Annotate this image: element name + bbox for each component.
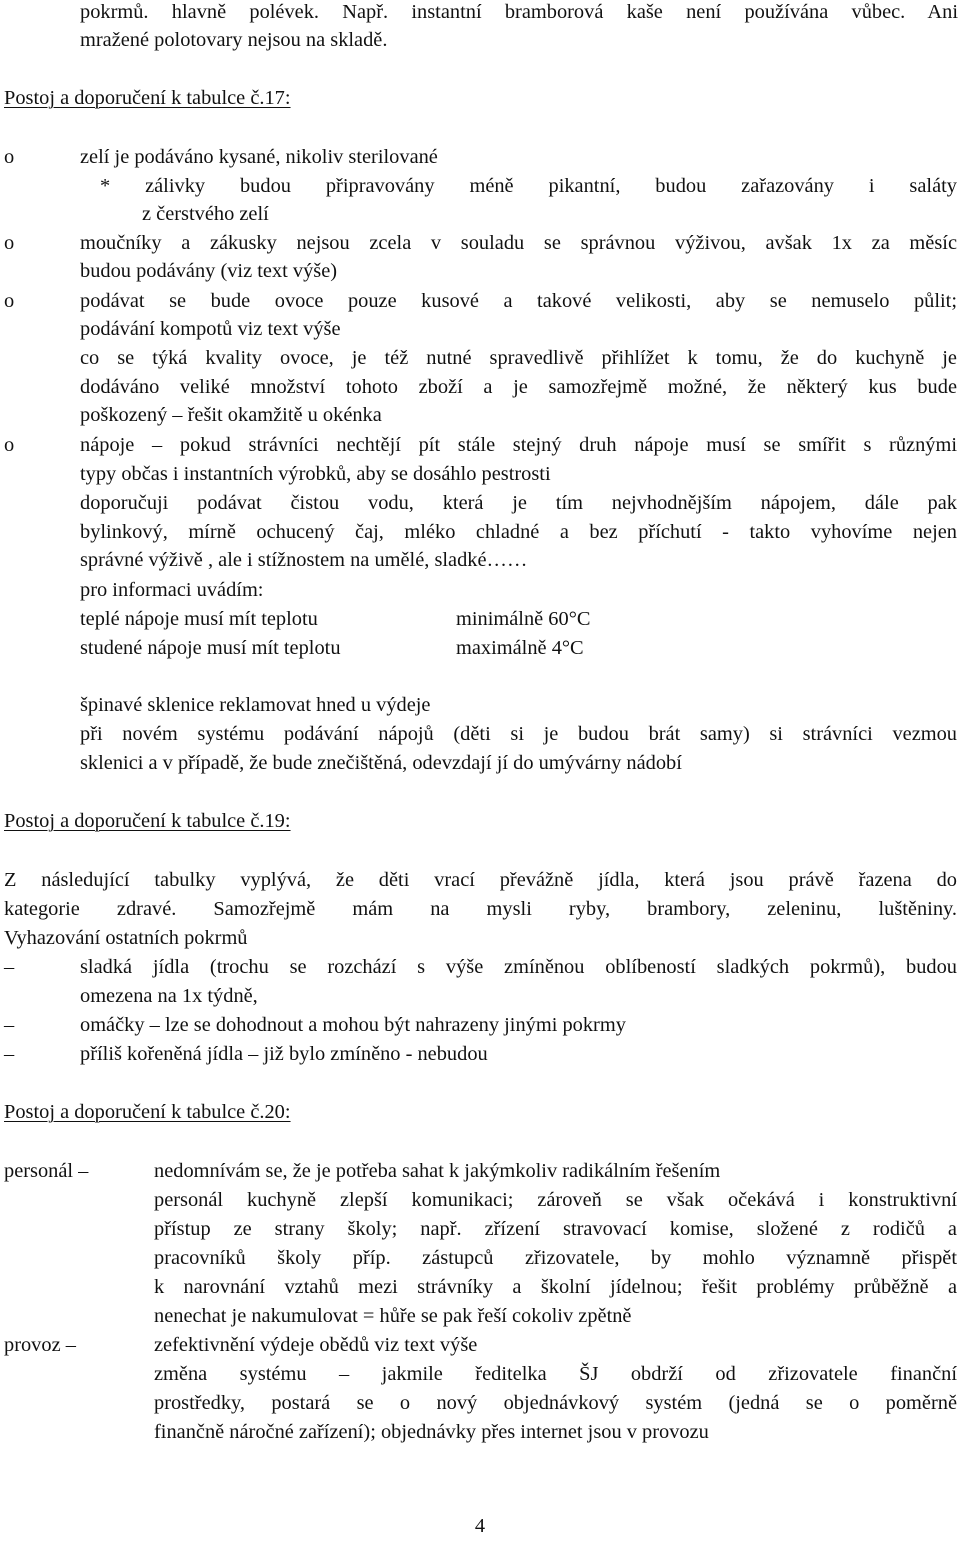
section-heading-20: Postoj a doporučení k tabulce č.20:: [4, 1101, 291, 1123]
bullet-item-text: správné výživě , ale i stížnostem na umělé, sladké……: [80, 549, 528, 571]
temperature-value-cold: maximálně 4°C: [456, 637, 584, 659]
bullet-item-text: dodáváno veliké množství tohoto zboží a je samozřejmě možné, že některý kus bude: [80, 376, 957, 398]
bullet-item-text: poškozený – řešit okamžitě u okénka: [80, 404, 382, 426]
paragraph-line: Z následující tabulky vyplývá, že děti vrací převážně jídla, která jsou právě řazena do: [4, 869, 957, 891]
temperature-label-warm: teplé nápoje musí mít teplotu: [80, 608, 318, 630]
personal-text: nedomnívám se, že je potřeba sahat k jakýmkoliv radikálním řešením: [154, 1160, 721, 1182]
bullet-item-text: sklenici a v případě, že bude znečištěná, odevzdají jí do umývárny nádobí: [80, 752, 682, 774]
bullet-item-text: moučníky a zákusky nejsou zcela v souladu se správnou výživou, avšak 1x za měsíc: [80, 232, 957, 254]
bullet-item-text: co se týká kvality ovoce, je též nutné spravedlivě přihlížet k tomu, že do kuchyně je: [80, 347, 957, 369]
bullet-item-text: typy občas i instantních výrobků, aby se dosáhlo pestrosti: [80, 463, 551, 485]
temperature-value-warm: minimálně 60°C: [456, 608, 591, 630]
dash-item-text: omezena na 1x týdně,: [80, 985, 258, 1007]
text-line: pokrmů. hlavně polévek. Např. instantní bramborová kaše není používána vůbec. Ani: [80, 1, 958, 23]
bullet-item-text: budou podávány (viz text výše): [80, 260, 338, 282]
section-heading-19: Postoj a doporučení k tabulce č.19:: [4, 810, 291, 832]
bullet-item-text: doporučuji podávat čistou vodu, která je tím nejvhodnějším nápojem, dále pak: [80, 492, 957, 514]
personal-text: přístup ze strany školy; např. zřízení stravovací komise, složené z rodičů a: [154, 1218, 957, 1240]
paragraph-line: Vyhazování ostatních pokrmů: [4, 927, 248, 949]
provoz-text: finančně náročné zařízení); objednávky přes internet jsou v provozu: [154, 1421, 709, 1443]
page-number: 4: [474, 1515, 486, 1537]
bullet-item-text: zelí je podáváno kysané, nikoliv sterilované: [80, 146, 438, 168]
bullet-item-text: pro informaci uvádím:: [80, 579, 264, 601]
bullet-item-text: nápoje – pokud strávníci nechtějí pít stále stejný druh nápoje musí se smířit s různými: [80, 434, 957, 456]
bullet-item-text: podávání kompotů viz text výše: [80, 318, 341, 340]
bullet-item-text: při novém systému podávání nápojů (děti si je budou brát samy) si strávníci vezmou: [80, 723, 957, 745]
dash-marker: –: [4, 956, 15, 978]
provoz-text: změna systému – jakmile ředitelka ŠJ obdrží od zřizovatele finanční: [154, 1363, 957, 1385]
text-line: mražené polotovary nejsou na skladě.: [80, 29, 388, 51]
provoz-text: zefektivnění výdeje obědů viz text výše: [154, 1334, 478, 1356]
bullet-item-text: bylinkový, mírně ochucený čaj, mléko chladné a bez příchutí - takto vyhovíme nejen: [80, 521, 957, 543]
sub-item-text: * zálivky budou připravovány méně pikantní, budou zařazovány i saláty: [100, 175, 957, 197]
personal-text: k narovnání vztahů mezi strávníky a školní jídelnou; řešit problémy průběžně a: [154, 1276, 957, 1298]
personal-text: nenechat je nakumulovat = hůře se pak řeší cokoliv zpětně: [154, 1305, 632, 1327]
dash-item-text: příliš kořeněná jídla – již bylo zmíněno - nebudou: [80, 1043, 488, 1065]
bullet-marker: o: [4, 290, 15, 312]
personal-text: personál kuchyně zlepší komunikaci; zároveň se však očekává i konstruktivní: [154, 1189, 957, 1211]
personal-text: pracovníků školy příp. zástupců zřizovatele, by mohlo významně přispět: [154, 1247, 957, 1269]
dash-item-text: omáčky – lze se dohodnout a mohou být nahrazeny jinými pokrmy: [80, 1014, 626, 1036]
bullet-marker: o: [4, 232, 15, 254]
dash-marker: –: [4, 1043, 15, 1065]
paragraph-line: kategorie zdravé. Samozřejmě mám na mysli ryby, brambory, zeleninu, luštěniny.: [4, 898, 957, 920]
sub-item-text: z čerstvého zelí: [142, 203, 269, 225]
dash-marker: –: [4, 1014, 15, 1036]
provoz-label: provoz –: [4, 1334, 76, 1356]
personal-label: personál –: [4, 1160, 89, 1182]
bullet-item-text: podávat se bude ovoce pouze kusové a takové velikosti, aby se nemuselo půlit;: [80, 290, 957, 312]
bullet-item-text: špinavé sklenice reklamovat hned u výdeje: [80, 694, 431, 716]
bullet-marker: o: [4, 146, 15, 168]
dash-item-text: sladká jídla (trochu se rozchází s výše zmíněnou oblíbeností sladkých pokrmů), budou: [80, 956, 957, 978]
bullet-marker: o: [4, 434, 15, 456]
temperature-label-cold: studené nápoje musí mít teplotu: [80, 637, 341, 659]
provoz-text: prostředky, postará se o nový objednávkový systém (jedná se o poměrně: [154, 1392, 957, 1414]
section-heading-17: Postoj a doporučení k tabulce č.17:: [4, 87, 291, 109]
